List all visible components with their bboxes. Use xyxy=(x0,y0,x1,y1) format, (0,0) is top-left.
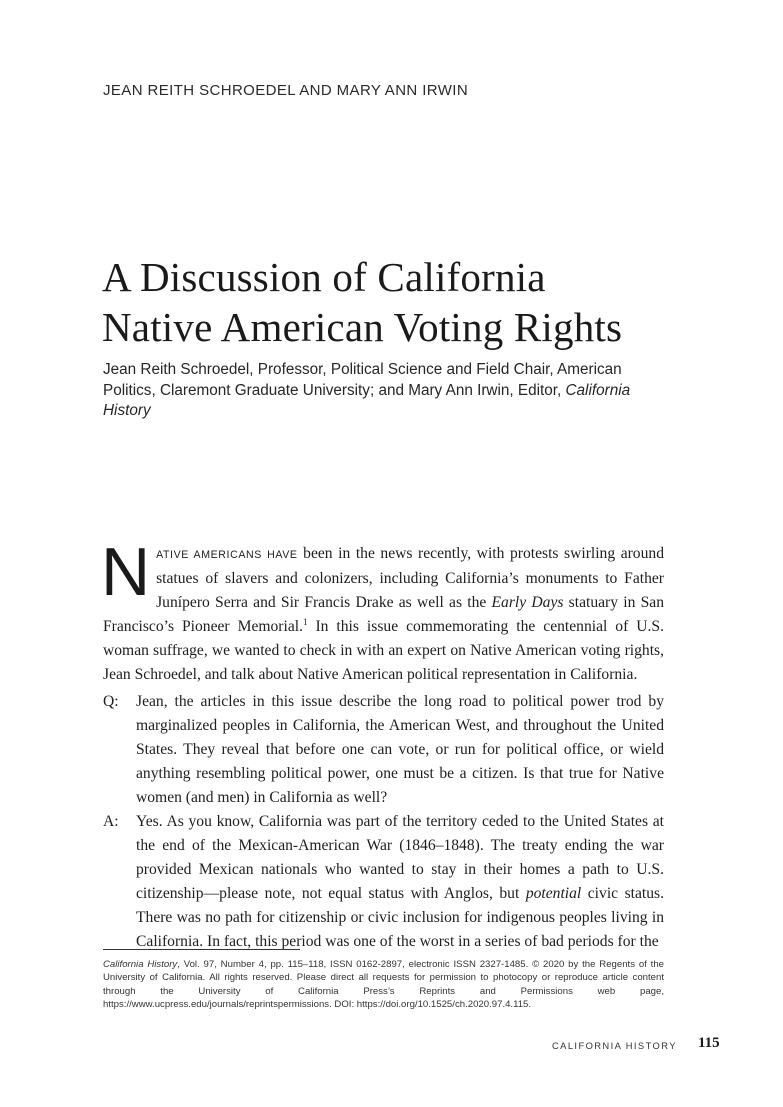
title-line-2: Native American Voting Rights xyxy=(102,304,623,350)
answer-text-a: Yes. As you know, California was part of the territory ceded to the United States at the end of the Mexican-American War (1846–1848). The treaty ending the war provided Mexican nationals who wanted to stay in their homes a path to U.S. citizenship—please note, not equal status with Anglos, but xyxy=(136,813,664,902)
running-head: JEAN REITH SCHROEDEL AND MARY ANN IRWIN xyxy=(103,82,469,99)
article-title xyxy=(102,252,702,352)
question-block xyxy=(103,690,664,810)
answer-italic: potential xyxy=(525,885,582,902)
page-number: 115 xyxy=(698,1035,720,1051)
answer-marker: A: xyxy=(103,813,119,830)
intro-paragraph xyxy=(101,534,665,687)
intro-text-b: statuary in San Francisco’s Pioneer Memorial. xyxy=(103,594,665,635)
question-text: Jean, the articles in this issue describe the long road to political power trod by marginalized peoples in California, the American West, and throughout the United States. They reveal that before one can vote, or run for political office, or wield anything resembling political power, one must be a citizen. Is that true for Native women (and men) in California as well? xyxy=(136,693,664,806)
affiliation-text: Jean Reith Schroedel, Professor, Political Science and Field Chair, American Politics, Claremont Graduate University; and Mary Ann Irwin, Editor, xyxy=(103,361,622,399)
footnote-journal: California History xyxy=(103,959,178,970)
footnote-text: , Vol. 97, Number 4, pp. 115–118, ISSN 0162-2897, electronic ISSN 2327-1485. © 2020 by the Regents of the University of California. All rights reserved. Please direct all requests for permission to photocopy or reproduce article content through the University of California Press’s Reprints and Permissions web page, https://www.ucpress.edu/journals/reprintspermissions. DOI: https://doi.org/10.1525/ch.2020.97.4.115. xyxy=(103,959,664,1010)
footnote-ref[interactable]: 1 xyxy=(303,616,308,627)
footnote-divider xyxy=(103,949,300,950)
intro-italic-a: Early Days xyxy=(491,594,564,611)
drop-cap: N xyxy=(101,534,151,610)
qa-section xyxy=(103,690,664,954)
intro-smallcaps: ATIVE AMERICANS HAVE xyxy=(156,549,298,561)
affiliation-journal: California History xyxy=(103,381,631,419)
intro-text-a: been in the news recently, with protests swirling around statues of slavers and colonizers, including California’s monuments to Father Junípero Serra and Sir Francis Drake as well as the xyxy=(156,545,664,611)
answer-text-b: civic status. There was no path for citizenship or civic inclusion for indigenous peoples living in California. In fact, this period was one of the worst in a series of bad periods for the xyxy=(136,885,664,950)
title-line-1: A Discussion of California xyxy=(102,254,546,300)
answer-block xyxy=(103,810,664,954)
author-affiliation xyxy=(103,360,668,422)
citation-footnote xyxy=(103,958,664,1011)
footer-journal-label: CALIFORNIA HISTORY xyxy=(552,1040,677,1051)
question-marker: Q: xyxy=(103,693,119,710)
intro-text-c: In this issue commemorating the centennial of U.S. woman suffrage, we wanted to check in with an expert on Native American voting rights, Jean Schroedel, and talk about Native American political representation in California. xyxy=(103,618,664,683)
